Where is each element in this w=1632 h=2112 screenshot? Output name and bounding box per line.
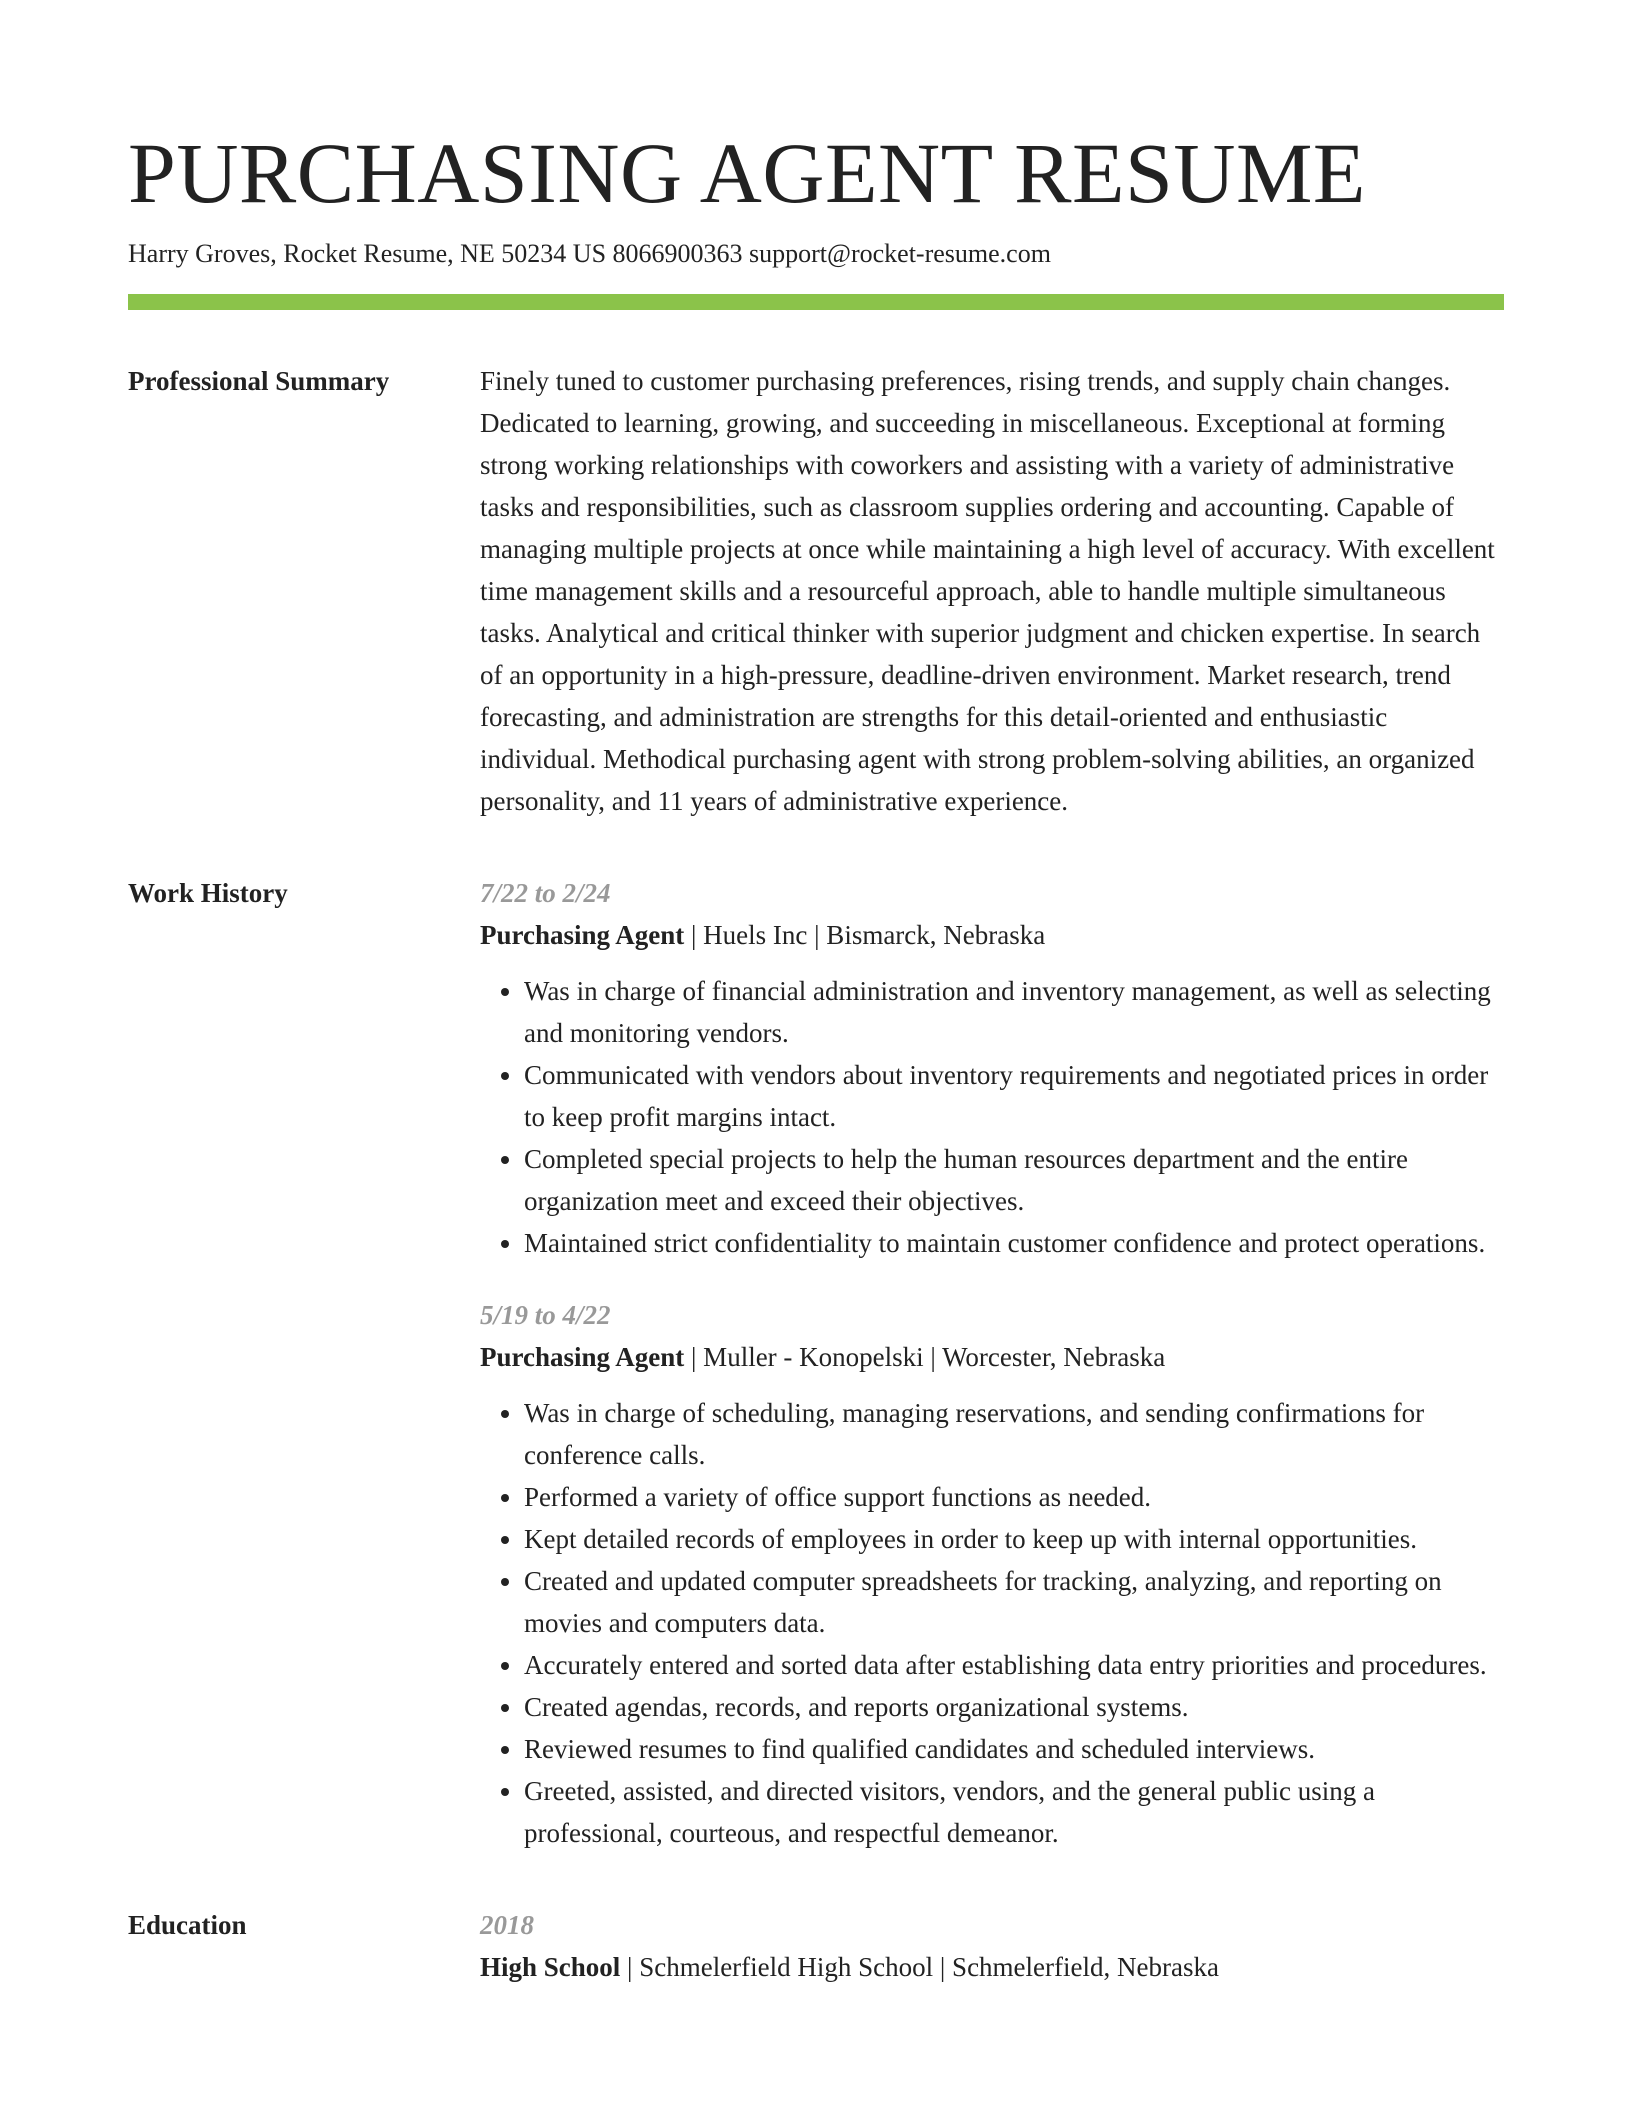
summary-section: [128, 360, 1504, 822]
job-title-line: [480, 1336, 1504, 1378]
job-title-line: [480, 914, 1504, 956]
job-bullet: • Was in charge of scheduling, managing reservations, and sending confirmations for conference calls.: [524, 1392, 1504, 1476]
job-bullet: • Completed special projects to help the human resources department and the entire organization meet and exceed their objectives.: [524, 1138, 1504, 1222]
job-bullet: • Kept detailed records of employees in order to keep up with internal opportunities.: [524, 1518, 1504, 1560]
education-section: [128, 1904, 1504, 1988]
education-label: Education: [128, 1910, 247, 1940]
job-bullet-list: [480, 1392, 1504, 1854]
job-bullet: • Accurately entered and sorted data after establishing data entry priorities and procedures.: [524, 1644, 1504, 1686]
resume-page: [128, 118, 1504, 1988]
job-entry: [480, 872, 1504, 1264]
job-dates: 5/19 to 4/22: [480, 1300, 611, 1330]
education-dates: 2018: [480, 1910, 534, 1940]
job-bullet: • Performed a variety of office support functions as needed.: [524, 1476, 1504, 1518]
job-bullet: • Created and updated computer spreadsheets for tracking, analyzing, and reporting on movies and computers data.: [524, 1560, 1504, 1644]
work-history-body: [480, 872, 1504, 1854]
job-bullet: • Greeted, assisted, and directed visitors, vendors, and the general public using a professional, courteous, and respectful demeanor.: [524, 1770, 1504, 1854]
summary-body: [480, 360, 1504, 822]
summary-text: Finely tuned to customer purchasing preferences, rising trends, and supply chain changes. Dedicated to learning, growing, and succeeding in miscellaneous. Exceptional at forming strong working relationships with coworkers and assisting with a variety of administrative tasks and responsibilities, such as classroom supplies ordering and accounting. Capable of managing multiple projects at once while maintaining a high level of accuracy. With excellent time management skills and a resourceful approach, able to handle multiple simultaneous tasks. Analytical and critical thinker with superior judgment and chicken expertise. In search of an opportunity in a high-pressure, deadline-driven environment. Market research, trend forecasting, and administration are strengths for this detail-oriented and enthusiastic individual. Methodical purchasing agent with strong problem-solving abilities, an organized personality, and 11 years of administrative experience.: [480, 366, 1495, 816]
education-entry: [480, 1904, 1504, 1988]
resume-title: PURCHASING AGENT RESUME: [128, 125, 1366, 221]
job-bullet: • Was in charge of financial administration and inventory management, as well as selecting and monitoring vendors.: [524, 970, 1504, 1054]
job-details: | Huels Inc | Bismarck, Nebraska: [684, 920, 1046, 950]
education-body: [480, 1904, 1504, 1988]
job-details: | Muller - Konopelski | Worcester, Nebraska: [684, 1342, 1166, 1372]
contact-line: Harry Groves, Rocket Resume, NE 50234 US 8066900363 support@rocket-resume.com: [128, 239, 1051, 268]
job-title: Purchasing Agent: [480, 920, 685, 950]
summary-label: Professional Summary: [128, 366, 390, 396]
job-bullet: • Reviewed resumes to find qualified candidates and scheduled interviews.: [524, 1728, 1504, 1770]
job-bullet: • Created agendas, records, and reports organizational systems.: [524, 1686, 1504, 1728]
job-bullet-list: [480, 970, 1504, 1264]
job-entry: [480, 1294, 1504, 1854]
work-history-label: Work History: [128, 878, 288, 908]
job-bullet: • Maintained strict confidentiality to maintain customer confidence and protect operations.: [524, 1222, 1504, 1264]
work-history-section: [128, 872, 1504, 1854]
education-title-line: [480, 1946, 1504, 1988]
job-bullet: • Communicated with vendors about inventory requirements and negotiated prices in order to keep profit margins intact.: [524, 1054, 1504, 1138]
education-details: | Schmelerfield High School | Schmelerfield, Nebraska: [620, 1952, 1219, 1982]
job-dates: 7/22 to 2/24: [480, 878, 611, 908]
header-divider: [128, 294, 1504, 310]
education-degree: High School: [480, 1952, 621, 1982]
job-title: Purchasing Agent: [480, 1342, 685, 1372]
